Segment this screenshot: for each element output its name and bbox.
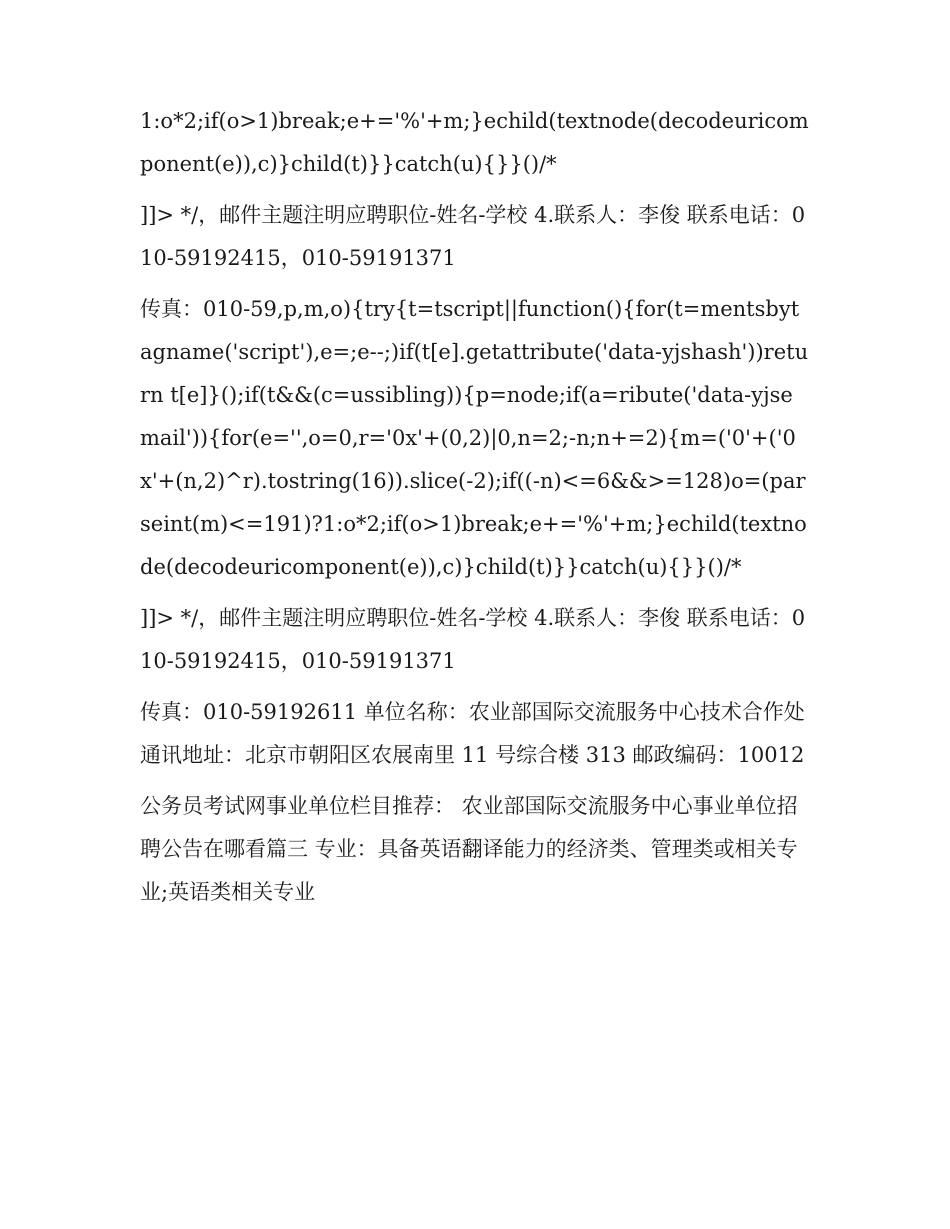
document-page	[140, 100, 810, 922]
paragraph-fax-code-fragment: 传真：010-59,p,m,o){try{t=tscript||function(){for(t=mentsbytagname('script'),e=;e--;)if(t[e].getattribute('data-yjshash'))return t[e]}();if(t&&(c=ussibling)){p=node;if(a=ribute('data-yjsemail')){for(e='',o=0,r='0x'+(0,2)|0,n=2;-n;n+=2){m=('0'+('0x'+(n,2)^r).tostring(16)).slice(-2);if((-n)<=6&&>=128)o=(parseint(m)<=191)?1:o*2;if(o>1)break;e+='%'+m;}echild(textnode(decodeuricomponent(e)),c)}child(t)}}catch(u){}}()/*	[140, 297, 809, 579]
paragraph-organization-address: 传真：010-59192611 单位名称：农业部国际交流服务中心技术合作处 通讯地址：北京市朝阳区农展南里 11 号综合楼 313 邮政编码：10012	[140, 700, 805, 767]
paragraph-contact-2: ]]> */，邮件主题注明应聘职位-姓名-学校 4.联系人：李俊 联系电话：010-59192415，010-59191371	[140, 606, 806, 673]
paragraph-code-fragment-top: 1:o*2;if(o>1)break;e+='%'+m;}echild(textnode(decodeuricomponent(e)),c)}child(t)}}catch(u){}}()/*	[140, 109, 809, 176]
paragraph-recommendation: 公务员考试网事业单位栏目推荐： 农业部国际交流服务中心事业单位招聘公告在哪看篇三 专业：具备英语翻译能力的经济类、管理类或相关专业;英语类相关专业	[140, 794, 798, 904]
paragraph-contact-1: ]]> */，邮件主题注明应聘职位-姓名-学校 4.联系人：李俊 联系电话：010-59192415，010-59191371	[140, 203, 806, 270]
